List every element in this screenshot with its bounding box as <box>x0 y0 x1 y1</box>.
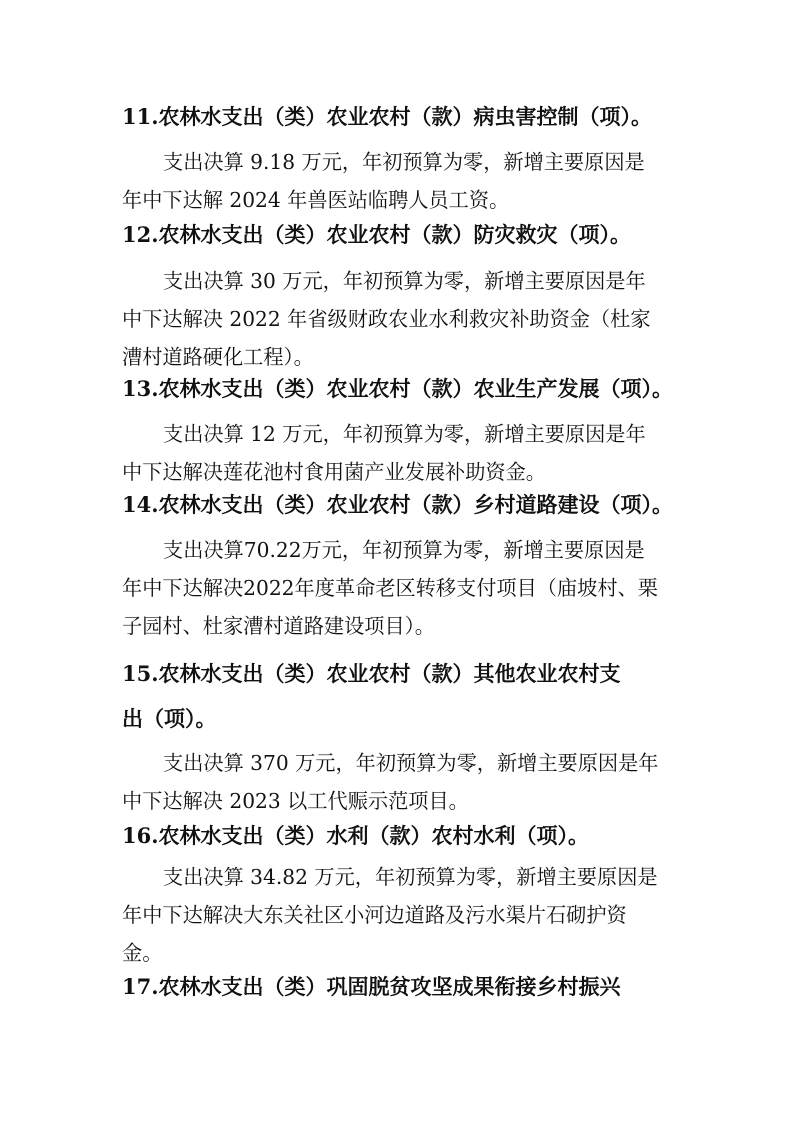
section-heading-15-continued: 出（项）。 <box>122 706 217 731</box>
paragraph-line: 中下达解决莲花池村食用菌产业发展补助资金。 <box>122 460 546 484</box>
paragraph-line: 支出决算 370 万元，年初预算为零，新增主要原因是年 <box>163 751 659 775</box>
paragraph-line: 金。 <box>122 941 163 965</box>
section-heading-17: 17.农林水支出（类）巩固脱贫攻坚成果衔接乡村振兴 <box>122 974 621 999</box>
section-paragraph-12 <box>122 262 674 376</box>
paragraph-line: 支出决算 30 万元，年初预算为零，新增主要原因是年 <box>163 269 646 293</box>
paragraph-line: 漕村道路硬化工程）。 <box>122 345 314 369</box>
paragraph-line: 中下达解决 2023 以工代赈示范项目。 <box>122 789 469 813</box>
section-heading-16: 16.农林水支出（类）水利（款）农村水利（项）。 <box>122 823 590 848</box>
paragraph-line: 支出决算 34.82 万元，年初预算为零，新增主要原因是 <box>163 865 658 889</box>
paragraph-line: 支出决算 12 万元，年初预算为零，新增主要原因是年 <box>163 422 646 446</box>
paragraph-line: 子园村、杜家漕村道路建设项目）。 <box>122 614 435 638</box>
section-paragraph-14 <box>122 531 674 645</box>
section-paragraph-11 <box>122 143 674 219</box>
paragraph-line: 年中下达解决2022年度革命老区转移支付项目（庙坡村、栗 <box>122 576 658 600</box>
section-paragraph-15 <box>122 744 674 820</box>
section-heading-12: 12.农林水支出（类）农业农村（款）防灾救灾（项）。 <box>122 222 632 247</box>
paragraph-line: 支出决算70.22万元，年初预算为零，新增主要原因是 <box>163 538 645 562</box>
paragraph-line: 支出决算 9.18 万元，年初预算为零，新增主要原因是 <box>163 150 645 174</box>
paragraph-line: 年中下达解决大东关社区小河边道路及污水渠片石砌护资 <box>122 903 627 927</box>
section-heading-15: 15.农林水支出（类）农业农村（款）其他农业农村支 <box>122 661 621 686</box>
section-heading-13: 13.农林水支出（类）农业农村（款）农业生产发展（项）。 <box>122 376 674 401</box>
section-heading-11: 11.农林水支出（类）农业农村（款）病虫害控制（项）。 <box>122 104 653 129</box>
paragraph-line: 年中下达解 2024 年兽医站临聘人员工资。 <box>122 188 510 212</box>
section-paragraph-13 <box>122 415 674 491</box>
section-paragraph-16 <box>122 858 674 972</box>
paragraph-line: 中下达解决 2022 年省级财政农业水利救灾补助资金（杜家 <box>122 307 651 331</box>
section-heading-14: 14.农林水支出（类）农业农村（款）乡村道路建设（项）。 <box>122 492 674 517</box>
